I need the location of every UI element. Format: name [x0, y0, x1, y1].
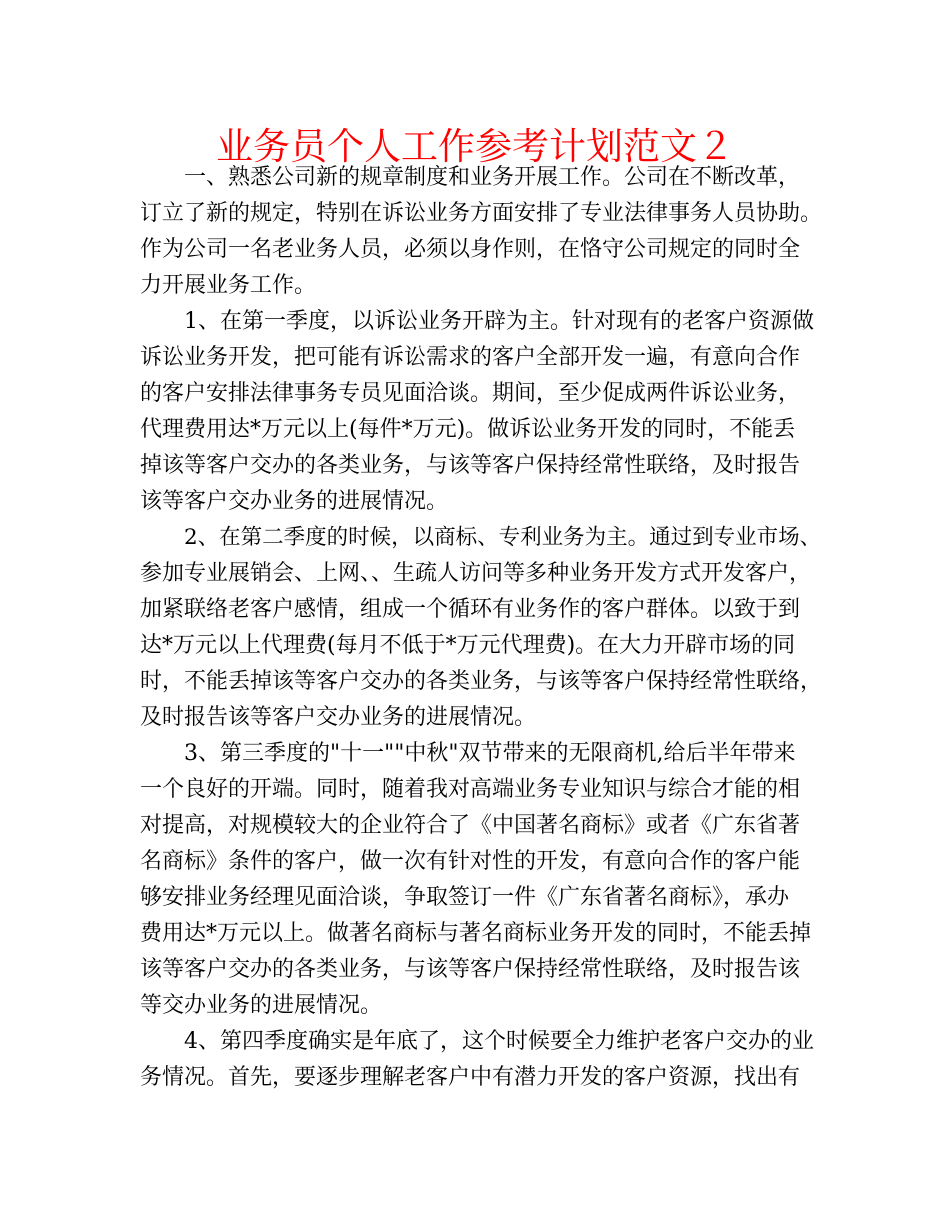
text-line: 该等客户交办业务的进展情况。	[140, 489, 449, 514]
text-line: 力开展业务工作。	[140, 273, 317, 298]
text-line: 4、第四季度确实是年底了，这个时候要全力维护老客户交办的业	[184, 1029, 814, 1054]
text-line: 一个良好的开端。同时，随着我对高端业务专业知识与综合才能的相	[140, 777, 801, 802]
paragraph-q3	[140, 736, 830, 1024]
text-line: 的客户安排法律事务专员见面洽谈。期间，至少促成两件诉讼业务，	[140, 381, 801, 406]
text-line: 订立了新的规定，特别在诉讼业务方面安排了专业法律事务人员协助。	[140, 201, 823, 226]
text-line: 对提高，对规模较大的企业符合了《中国著名商标》或者《广东省著	[140, 813, 801, 838]
paragraph-q4	[140, 1024, 830, 1096]
text-line: 2、在第二季度的时候，以商标、专利业务为主。通过到专业市场、	[184, 525, 822, 550]
text-line: 参加专业展销会、上网、、生疏人访问等多种业务开发方式开发客户，	[140, 561, 812, 586]
text-line: 达*万元以上代理费(每月不低于*万元代理费)。在大力开辟市场的同	[140, 633, 796, 658]
text-line: 该等客户交办的各类业务，与该等客户保持经常性联络，及时报告该	[140, 957, 801, 982]
paragraph-q2	[140, 520, 830, 736]
text-line: 诉讼业务开发，把可能有诉讼需求的客户全部开发一遍，有意向合作	[140, 345, 801, 370]
text-line: 务情况。首先，要逐步理解老客户中有潜力开发的客户资源，找出有	[140, 1065, 801, 1090]
text-line: 及时报告该等客户交办业务的进展情况。	[140, 705, 537, 730]
text-line: 够安排业务经理见面洽谈，争取签订一件《广东省著名商标》，承办	[140, 885, 790, 910]
text-line: 一、熟悉公司新的规章制度和业务开展工作。公司在不断改革，	[184, 165, 801, 190]
text-line: 加紧联络老客户感情，组成一个循环有业务作的客户群体。以致于到	[140, 597, 801, 622]
text-line: 1、在第一季度，以诉讼业务开辟为主。针对现有的老客户资源做	[184, 309, 814, 334]
text-line: 费用达*万元以上。做著名商标与著名商标业务开发的同时，不能丢掉	[140, 921, 812, 946]
text-line: 等交办业务的进展情况。	[140, 993, 383, 1018]
text-line: 作为公司一名老业务人员，必须以身作则，在恪守公司规定的同时全	[140, 237, 801, 262]
text-line: 掉该等客户交办的各类业务，与该等客户保持经常性联络，及时报告	[140, 453, 801, 478]
text-line: 3、第三季度的"十一""中秋"双节带来的无限商机,给后半年带来	[184, 741, 796, 766]
document-title: 业务员个人工作参考计划范文２	[216, 125, 734, 168]
text-line: 时，不能丢掉该等客户交办的各类业务，与该等客户保持经常性联络，	[140, 669, 823, 694]
paragraph-q1	[140, 304, 830, 520]
document-body	[140, 160, 830, 1096]
text-line: 名商标》条件的客户，做一次有针对性的开发，有意向合作的客户能	[140, 849, 801, 874]
paragraph-intro	[140, 160, 830, 304]
text-line: 代理费用达*万元以上(每件*万元)。做诉讼业务开发的同时，不能丢	[140, 417, 796, 442]
